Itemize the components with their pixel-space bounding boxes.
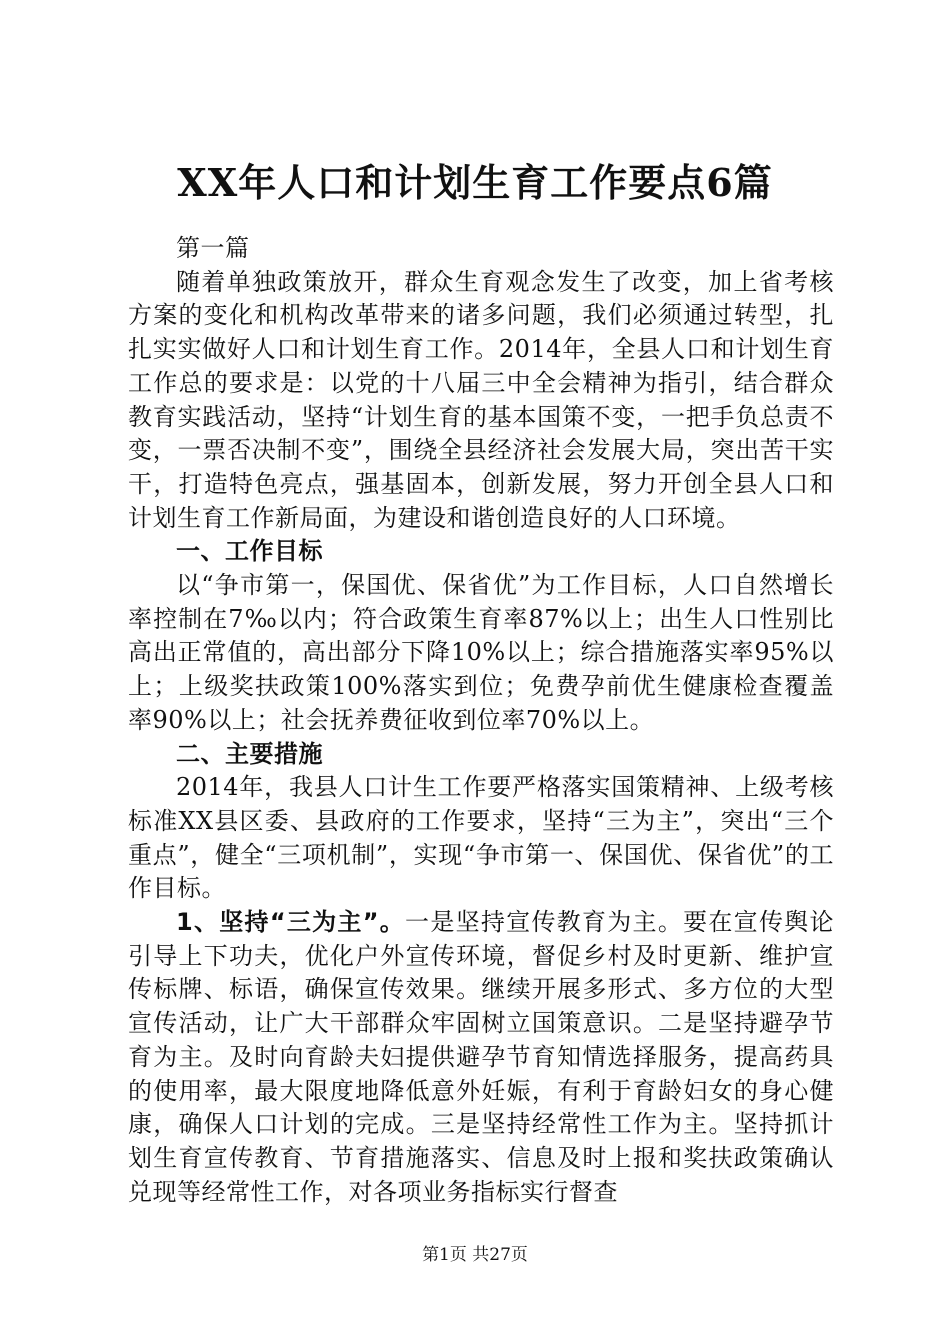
item1-lead: 1、坚持“三为主”。 <box>176 908 406 937</box>
goals-paragraph: 以“争市第一，保国优、保省优”为工作目标，人口自然增长率控制在7‰以内；符合政策生育率87%以上；出生人口性别比高出正常值的，高出部分下降10%以上；综合措施落实率95%以上；上级奖扶政策100%落实到位；免费孕前优生健康检查覆盖率90%以上；社会抚养费征收到位率70%以上。 <box>128 571 834 734</box>
item1-body: 一是坚持宣传教育为主。要在宣传舆论引导上下功夫，优化户外宣传环境，督促乡村及时更新、维护宣传标牌、标语，确保宣传效果。继续开展多形式、多方位的大型宣传活动，让广大干部群众牢固树立国策意识。二是坚持避孕节育为主。及时向育龄夫妇提供避孕节育知情选择服务，提高药具的使用率，最大限度地降低意外妊娠，有利于育龄妇女的身心健康，确保人口计划的完成。三是坚持经常性工作为主。坚持抓计划生育宣传教育、节育措施落实、信息及时上报和奖扶政策确认兑现等经常性工作，对各项业务指标实行督查 <box>128 908 835 1206</box>
document-title: XX年人口和计划生育工作要点6篇 <box>177 160 773 205</box>
page-number: 第1页 共27页 <box>422 1245 528 1265</box>
document-body <box>128 232 834 1209</box>
item1-paragraph <box>128 906 834 1209</box>
page-footer <box>0 1244 950 1266</box>
heading-work-goals: 一、工作目标 <box>176 537 323 566</box>
section-label: 第一篇 <box>176 234 250 262</box>
measures-paragraph: 2014年，我县人口计生工作要严格落实国策精神、上级考核标准XX县区委、县政府的工作要求，坚持“三为主”，突出“三个重点”，健全“三项机制”，实现“争市第一、保国优、保省优”的工作目标。 <box>128 773 834 903</box>
intro-paragraph: 随着单独政策放开，群众生育观念发生了改变，加上省考核方案的变化和机构改革带来的诸多问题，我们必须通过转型，扎扎实实做好人口和计划生育工作。2014年，全县人口和计划生育工作总的要求是：以党的十八届三中全会精神为指引，结合群众教育实践活动，坚持“计划生育的基本国策不变，一把手负总责不变，一票否决制不变”，围绕全县经济社会发展大局，突出苦干实干，打造特色亮点，强基固本，创新发展，努力开创全县人口和计划生育工作新局面，为建设和谐创造良好的人口环境。 <box>128 267 834 532</box>
heading-main-measures: 二、主要措施 <box>176 739 323 768</box>
